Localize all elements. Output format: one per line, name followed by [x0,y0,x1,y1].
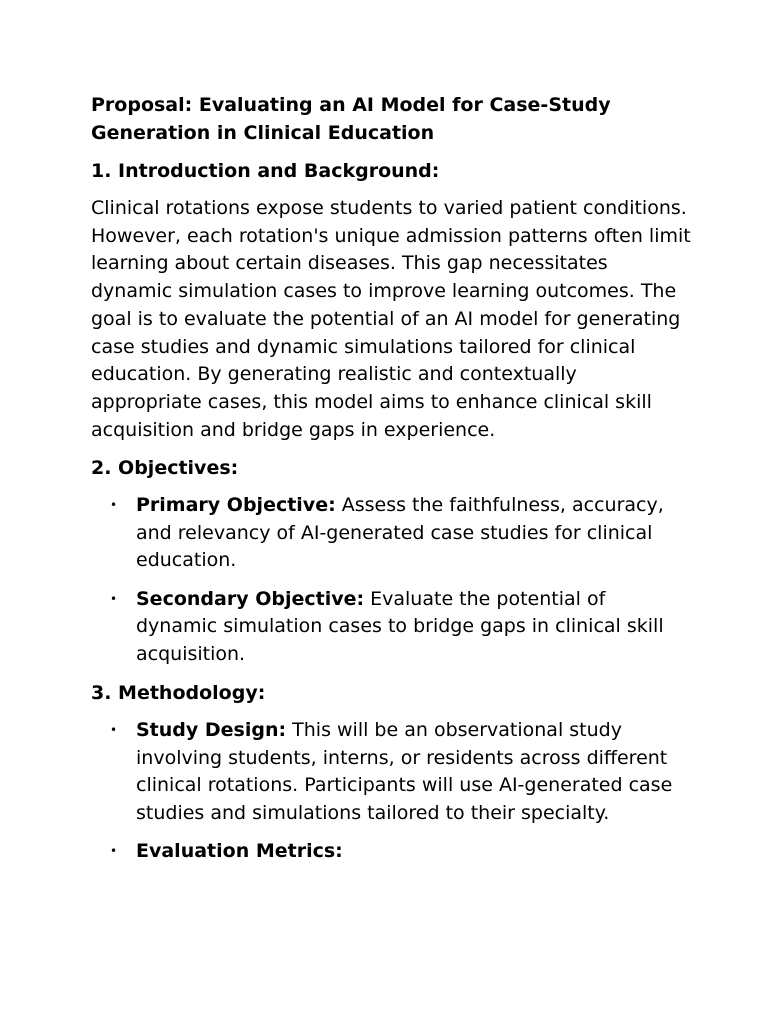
list-item-text: This will be an observational study involving students, interns, or residents across different clinical rotations. Participants will use AI-generated case studies and simulations tailored to their specialty. [136,719,673,824]
list-item [91,838,691,866]
list-item-label: Study Design: [136,719,287,742]
document-title: Proposal: Evaluating an AI Model for Case-Study Generation in Clinical Education [91,94,611,144]
document-page [91,91,691,877]
list-item [91,717,691,827]
objectives-list [91,492,691,668]
list-item-text: Assess the faithfulness, accuracy, and relevancy of AI-generated case studies for clinical education. [136,494,664,572]
bullet-icon: • [110,498,118,513]
section-heading-introduction: 1. Introduction and Background: [91,160,440,182]
section-heading-methodology: 3. Methodology: [91,682,266,705]
list-item-label: Evaluation Metrics: [136,840,343,863]
list-item [91,586,691,669]
methodology-list [91,717,691,866]
bullet-icon: • [110,591,118,606]
introduction-paragraph: Clinical rotations expose students to varied patient conditions. However, each rotation's unique admission patterns often limit learning about certain diseases. This gap necessitates dynamic simulation cases to improve learning outcomes. The goal is to evaluate the potential of an AI model for generating case studies and dynamic simulations tailored for clinical education. By generating realistic and contextually appropriate cases, this model aims to enhance clinical skill acquisition and bridge gaps in experience. [91,197,691,441]
list-item [91,492,691,575]
section-heading-objectives: 2. Objectives: [91,457,239,480]
list-item-label: Secondary Objective: [136,587,365,610]
list-item-text: Evaluate the potential of dynamic simulation cases to bridge gaps in clinical skill acquisition. [136,587,664,665]
list-item-label: Primary Objective: [136,494,336,517]
bullet-icon: • [110,844,118,859]
bullet-icon: • [110,723,118,738]
